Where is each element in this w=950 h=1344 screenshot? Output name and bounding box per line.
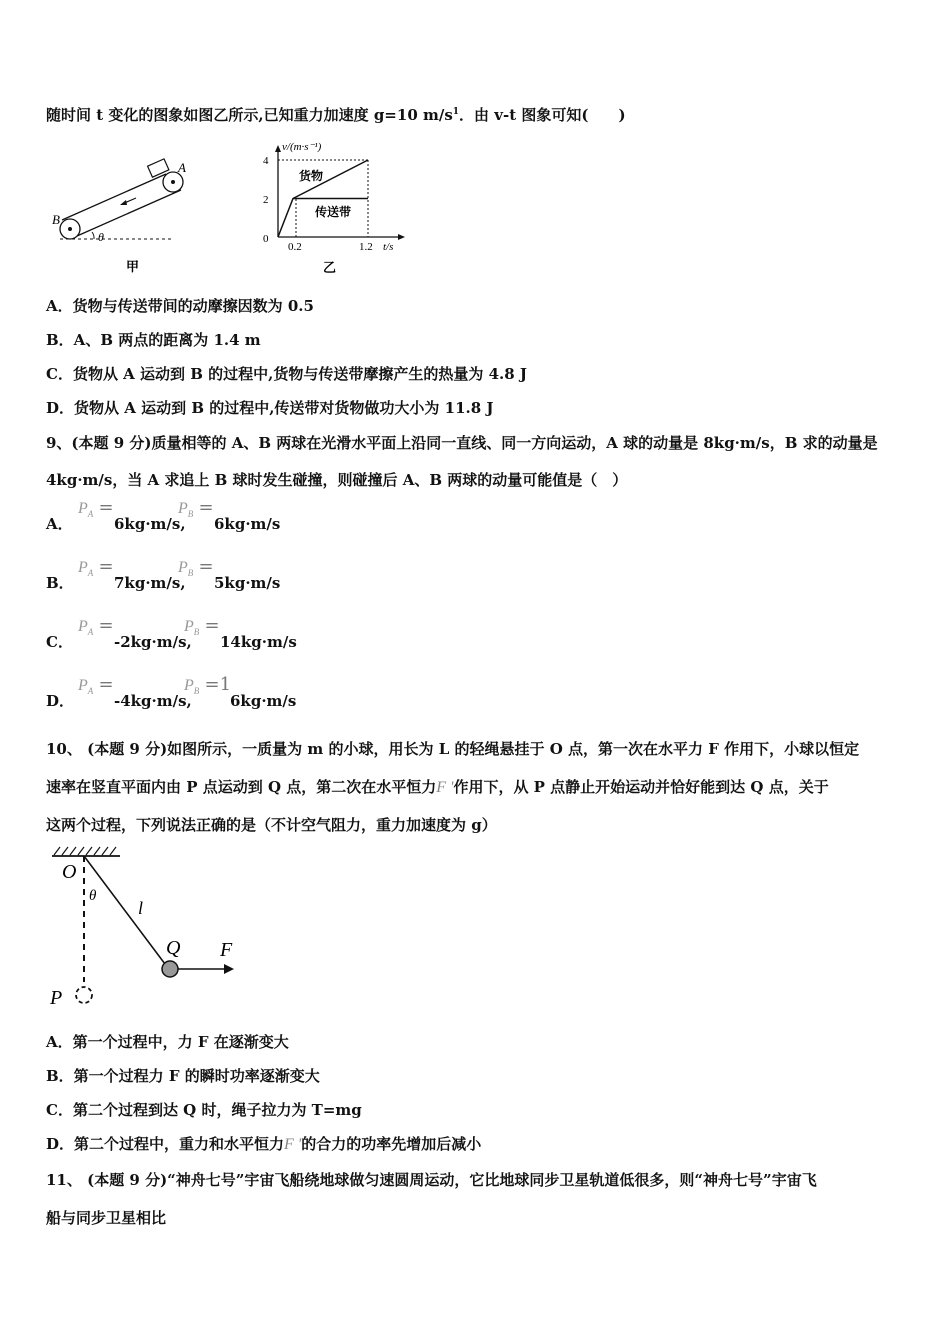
q10-line2-start: 速率在竖直平面内由 P 点运动到 Q 点，第二次在水平恒力 (46, 778, 437, 796)
pb-value: 14kg·m/s (220, 633, 297, 651)
p-sub: A (87, 509, 94, 520)
q10-option-d-end: 的合力的功率先增加后减小 (301, 1135, 482, 1153)
equals: = (98, 556, 114, 577)
x-axis-label: t/s (383, 241, 394, 253)
pb-symbol (184, 675, 231, 701)
intro-line (46, 102, 626, 125)
q10-stem-line2 (46, 777, 829, 798)
figure-jia-conveyor (44, 150, 204, 275)
option-letter: B． (46, 574, 74, 592)
point-a-label: A (178, 160, 186, 175)
label-theta: θ (89, 888, 97, 904)
ball-position-p (76, 987, 92, 1003)
q9-option-c (46, 615, 297, 654)
p-letter: P (184, 618, 194, 635)
figure-yi-vt-graph (255, 138, 415, 278)
equals: = (204, 615, 220, 636)
option-letter: D． (46, 692, 75, 710)
q9-stem-line1: 9、(本题 9 分)质量相等的 A、B 两球在光滑水平面上沿同一直线、同一方向运动，A 球的动量是 8kg·m/s，B 求的动量是 (46, 434, 878, 452)
pulley-a-axle (171, 180, 175, 184)
pb-value: 6kg·m/s (214, 515, 281, 533)
p-letter: P (78, 500, 88, 517)
pa-symbol (78, 557, 114, 583)
pa-symbol (78, 616, 114, 642)
q9-option-d (46, 674, 297, 713)
q10-option-d (46, 1134, 481, 1155)
intro-tail: ．由 v-t 图象可知( ) (459, 106, 626, 124)
pa-value: 7kg·m/s, (114, 574, 186, 592)
p-letter: P (78, 559, 88, 576)
pb-value: 6kg·m/s (230, 692, 297, 710)
x-axis-arrow (398, 234, 405, 240)
belt-lower-edge (77, 190, 181, 236)
pb-prefix: 1 (219, 674, 232, 695)
f-prime-symbol: F ' (284, 1136, 302, 1153)
q10-line2-end: 作用下，从 P 点静止开始运动并恰好能到达 Q 点，关于 (453, 778, 829, 796)
p-letter: P (78, 677, 88, 694)
f-prime-symbol: F ' (436, 779, 454, 796)
ceiling-hatching (54, 847, 116, 855)
intro-superscript: 1 (452, 107, 460, 117)
label-l: l (138, 898, 144, 918)
q9-option-b (46, 556, 281, 595)
label-o: O (62, 861, 77, 883)
q10-option-d-start: D．第二个过程中，重力和水平恒力 (46, 1135, 285, 1153)
x-tick-1-2: 1.2 (359, 241, 373, 253)
p-sub: B (187, 568, 194, 579)
belt-label: 传送带 (315, 205, 352, 219)
equals: = (198, 556, 214, 577)
p-letter: P (178, 500, 188, 517)
p-sub: A (87, 568, 94, 579)
motion-arrowhead (120, 200, 127, 205)
p-sub: A (87, 627, 94, 638)
p-letter: P (78, 618, 88, 635)
label-p: P (50, 987, 63, 1009)
pa-symbol (78, 675, 114, 701)
q10-option-c: C．第二个过程到达 Q 时，绳子拉力为 T=mg (46, 1101, 362, 1119)
q10-option-b: B．第一个过程力 F 的瞬时功率逐渐变大 (46, 1067, 320, 1085)
q8-option-c: C．货物从 A 运动到 B 的过程中,货物与传送带摩擦产生的热量为 4.8 J (46, 365, 528, 383)
q9-stem-line2: 4kg·m/s，当 A 求追上 B 球时发生碰撞，则碰撞后 A、B 两球的动量可能值是（ ） (46, 471, 628, 489)
pb-symbol (184, 616, 220, 642)
caption-yi: 乙 (323, 260, 337, 275)
p-sub: B (193, 686, 200, 697)
pa-value: -4kg·m/s, (114, 692, 192, 710)
label-f: F (220, 939, 233, 961)
ball-position-q (162, 961, 178, 977)
equals: = (98, 674, 114, 695)
point-b-label: B (52, 212, 60, 227)
option-letter: C． (46, 633, 73, 651)
theta-label: θ (98, 230, 104, 244)
p-sub: A (87, 686, 94, 697)
q11-stem-line1: 11、 (本题 9 分)“神舟七号”宇宙飞船绕地球做匀速圆周运动，它比地球同步卫星轨道低很多，则“神舟七号”宇宙飞 (46, 1171, 817, 1189)
x-tick-0-2: 0.2 (288, 241, 302, 253)
equals: = (98, 497, 114, 518)
q9-option-a (46, 497, 281, 536)
q8-option-d: D．货物从 A 运动到 B 的过程中,传送带对货物做功大小为 11.8 J (46, 399, 494, 417)
pb-symbol (178, 557, 214, 583)
belt-upper-edge (62, 174, 166, 220)
cargo-label: 货物 (299, 169, 324, 183)
label-q: Q (166, 937, 181, 959)
q10-stem-line3: 这两个过程，下列说法正确的是（不计空气阻力，重力加速度为 g） (46, 816, 497, 834)
pa-value: 6kg·m/s, (114, 515, 186, 533)
y-tick-0: 0 (263, 233, 269, 245)
intro-text: 随时间 t 变化的图象如图乙所示,已知重力加速度 g=10 m/s (46, 106, 453, 124)
pa-value: -2kg·m/s, (114, 633, 192, 651)
y-axis-arrow (275, 145, 281, 152)
p-letter: P (184, 677, 194, 694)
angle-arc (92, 232, 94, 239)
y-axis-label: v/(m·s⁻¹) (282, 141, 322, 153)
q8-option-b: B．A、B 两点的距离为 1.4 m (46, 331, 261, 349)
q8-option-a: A．货物与传送带间的动摩擦因数为 0.5 (46, 297, 314, 315)
pb-value: 5kg·m/s (214, 574, 281, 592)
pa-symbol (78, 498, 114, 524)
q10-stem-line1: 10、 (本题 9 分)如图所示，一质量为 m 的小球，用长为 L 的轻绳悬挂于 O 点，第一次在水平力 F 作用下，小球以恒定 (46, 740, 860, 758)
figure-pendulum (46, 842, 246, 1012)
p-sub: B (187, 509, 194, 520)
pb-symbol (178, 498, 214, 524)
y-tick-2: 2 (263, 194, 269, 206)
y-tick-4: 4 (263, 155, 269, 167)
equals: = (198, 497, 214, 518)
option-letter: A． (46, 515, 73, 533)
rope (84, 856, 168, 968)
caption-jia: 甲 (126, 259, 140, 274)
p-letter: P (178, 559, 188, 576)
equals: = (98, 615, 114, 636)
q10-option-a: A．第一个过程中，力 F 在逐渐变大 (46, 1033, 289, 1051)
equals: = (204, 674, 220, 695)
p-sub: B (193, 627, 200, 638)
force-arrowhead (224, 964, 234, 974)
q11-stem-line2: 船与同步卫星相比 (46, 1209, 167, 1227)
pulley-b-axle (68, 227, 72, 231)
